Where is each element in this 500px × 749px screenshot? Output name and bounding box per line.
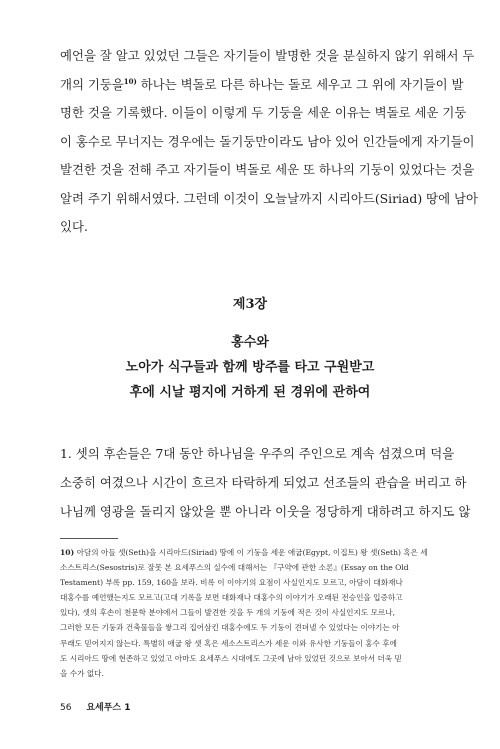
page-footer [60, 700, 131, 713]
text-line: 명한 것을 기록했다. 이들이 이렇게 두 기둥을 세운 이유는 벽돌로 세운 기둥 [60, 105, 467, 120]
footnote-line: 10) 아담의 아들 셋(Seth)을 시리아드(Siriad) 땅에 이 기둥을 세운 애굽(Egypt, 이집트) 왕 셋(Seth) 혹은 세 [60, 548, 428, 557]
footnote-reference[interactable]: 10) [123, 76, 137, 86]
footnote-line: 있다), 셋의 후손이 천문학 분야에서 그들이 발견한 것을 두 개의 기둥에 적은 것이 사실인지도 모르나, [60, 608, 396, 618]
footnote-line: Testament) 부록 pp. 159, 160을 보라. 비록 이 이야기의 요점이 사실인지도 모르고, 아담이 대화재나 [60, 578, 403, 588]
text-line: 발견한 것을 전해 주고 자기들이 벽돌로 세운 또 하나의 기둥이 있었다는 것을 [60, 162, 475, 177]
chapter-number: 제3장 [232, 297, 268, 312]
footnote-line: 그러한 모든 기둥과 건축물들을 쌓그리 집어삼킨 대홍수에도 두 기둥이 견뎌낼 수 있었다는 이야기는 아 [60, 623, 400, 633]
footnote-line: 도 시리아드 땅에 현존하고 있었고 아마도 요세푸스 시대에도 그곳에 남아 있었던 것으로 보아서 더욱 믿 [60, 653, 402, 663]
footnote-mark: 10) [60, 548, 75, 557]
page-number: 56 [60, 703, 72, 713]
body-paragraph [60, 439, 471, 526]
footnote-line: 소스트리스(Sesostris)로 잘못 본 요세푸스의 실수에 대해서는 『구약에 관한 소론』(Essay on the Old [60, 563, 409, 573]
footnote [60, 545, 445, 681]
text-line: 개의 기둥을$^{10)}$ 하나는 벽돌로 다른 하나는 돌로 세우고 그 위에 자기들이 발 [60, 76, 464, 92]
footnote-line: 대홍수를 예언했는지도 모르고(고대 기록을 보면 대화재나 대홍수의 이야기가 오래된 전승인을 입증하고 [60, 593, 403, 603]
text-line: 있다. [60, 219, 88, 234]
chapter-title-line: 홍수와 [231, 335, 269, 350]
text-line: 알려 주기 위해서였다. 그런데 이것이 오늘날까지 시리아드(Siriad) 땅에 남아 [60, 190, 478, 206]
footnote-line: 을 수가 없다. [60, 668, 104, 678]
chapter-title [0, 330, 500, 405]
text-line: 나님께 영광을 돌리지 않았을 뿐 아니라 이웃을 정당하게 대하려고 하지도 않 [60, 504, 471, 519]
text-line: 1. 셋의 후손들은 7대 동안 하나님을 우주의 주인으로 계속 섬겼으며 덕을 [60, 446, 455, 461]
running-title: 요세푸스 1 [86, 703, 131, 713]
footnote-line: 무래도 믿어지지 않는다. 특별히 애굽 왕 셋 혹은 세소스트리스가 세운 이와 유사한 기둥들이 홍수 후에 [60, 638, 397, 648]
footnote-divider [60, 538, 118, 539]
continued-paragraph [60, 42, 478, 242]
text-line: 예언을 잘 알고 있었던 그들은 자기들이 발명한 것을 분실하지 않기 위해서 두 [60, 48, 475, 63]
text-line: 이 홍수로 무너지는 경우에는 돌기둥만이라도 남아 있어 인간들에게 자기들이 [60, 133, 475, 149]
chapter-title-line: 후에 시날 평지에 거하게 된 경위에 관하여 [129, 385, 371, 400]
text-line: 소중히 여겼으나 시간이 흐르자 타락하게 되었고 선조들의 관습을 버리고 하 [60, 475, 467, 490]
chapter-title-line: 노아가 식구들과 함께 방주를 타고 구원받고 [125, 360, 375, 375]
